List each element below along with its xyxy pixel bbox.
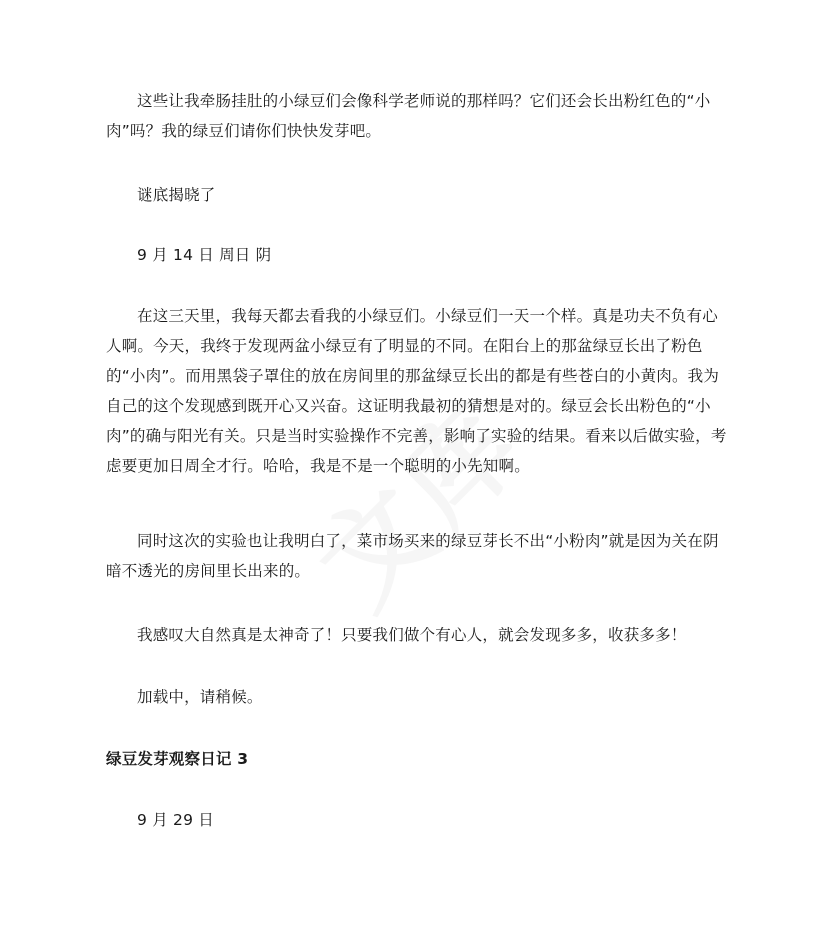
section-heading: 绿豆发芽观察日记 3 <box>106 750 249 768</box>
paragraph-market-sprouts: 同时这次的实验也让我明白了，菜市场买来的绿豆芽长不出“小粉肉”就是因为关在阴暗不透光的房间里长出来的。 <box>106 532 719 580</box>
loading-text: 加载中，请稍候。 <box>137 688 263 706</box>
paragraph-intro-question: 这些让我牵肠挂肚的小绿豆们会像科学老师说的那样吗？它们还会长出粉红色的“小肉”吗？我的绿豆们请你们快快发芽吧。 <box>106 92 711 140</box>
paragraph-observation: 在这三天里，我每天都去看我的小绿豆们。小绿豆们一天一个样。真是功夫不负有心人啊。今天，我终于发现两盆小绿豆有了明显的不同。在阳台上的那盆绿豆长出了粉色的“小肉”。而用黑袋子罩住的放在房间里的那盆绿豆长出的都是有些苍白的小黄肉。我为自己的这个发现感到既开心又兴奋。这证明我最初的猜想是对的。绿豆会长出粉色的“小肉”的确与阳光有关。只是当时实验操作不完善，影响了实验的结果。看来以后做实验，考虑要更加日周全才行。哈哈，我是不是一个聪明的小先知啊。 <box>106 307 727 475</box>
diary-date-sept-14: 9 月 14 日 周日 阴 <box>137 246 272 264</box>
diary-date-sept-29: 9 月 29 日 <box>137 811 214 829</box>
paragraph-nature-wonder: 我感叹大自然真是太神奇了！只要我们做个有心人，就会发现多多，收获多多！ <box>137 626 687 644</box>
paragraph-reveal: 谜底揭晓了 <box>137 186 216 204</box>
